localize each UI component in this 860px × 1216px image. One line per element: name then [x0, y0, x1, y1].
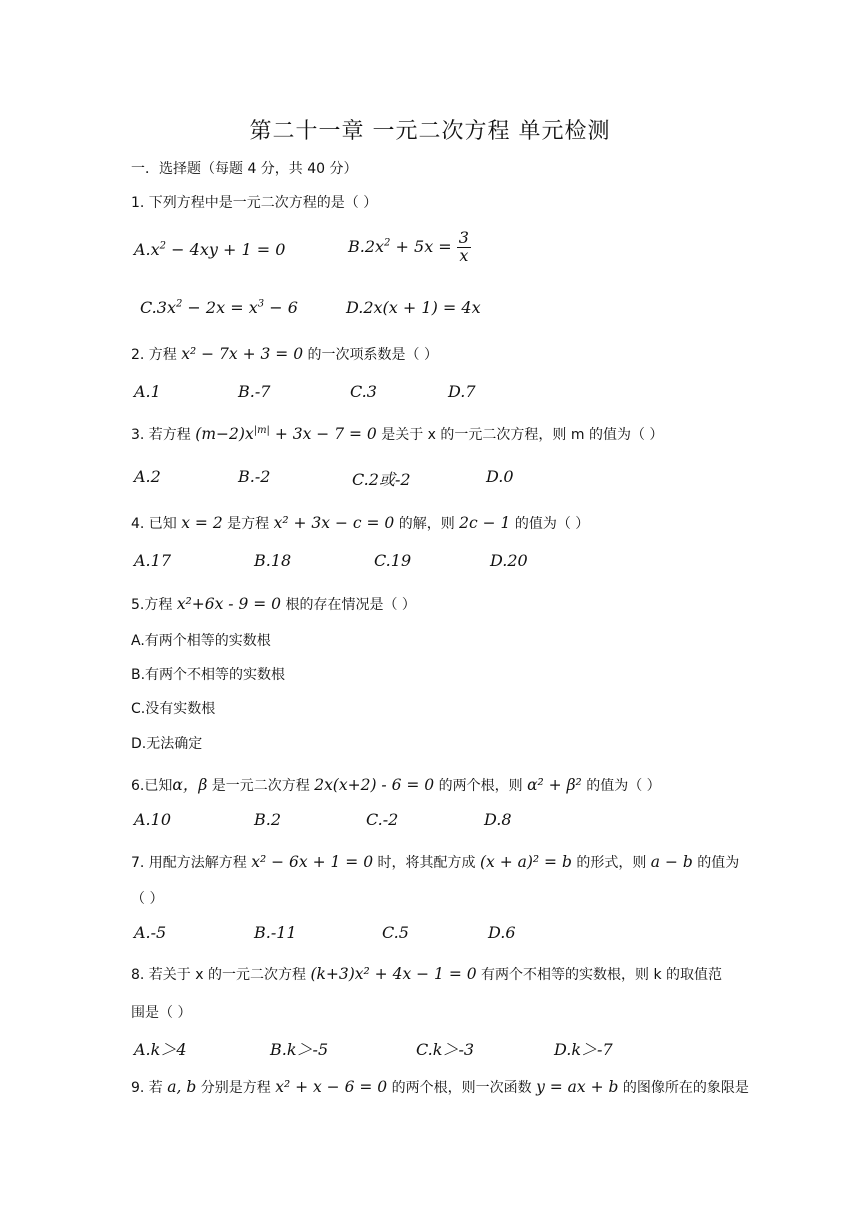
question-1-option-a: $A.x^2 - 4xy + 1 = 0$: [134, 240, 286, 259]
question-5-option-b: B.有两个不相等的实数根: [131, 667, 286, 683]
question-2-stem: 2. 方程 x² − 7x + 3 = 0 的一次项系数是（ ）: [131, 345, 438, 363]
page-title: 第二十一章 一元二次方程 单元检测: [249, 119, 611, 144]
question-3-option-c: C.2或-2: [352, 470, 411, 489]
question-1-option-d: D.2x(x + 1) = 4x: [346, 298, 481, 317]
question-9-stem: 9. 若 a, b 分别是方程 x² + x − 6 = 0 的两个根，则一次函数 y = ax + b 的图像所在的象限是: [131, 1078, 749, 1096]
question-3-option-a: A.2: [134, 467, 161, 486]
question-1-option-b: $B.2x^2 + 5x$ = $\frac{3}{x}$: [348, 228, 469, 265]
question-8-option-a: A.k＞4: [134, 1040, 187, 1059]
question-8-stem: 8. 若关于 x 的一元二次方程 (k+3)x² + 4x − 1 = 0 有两个不相等的实数根，则 k 的取值范: [131, 965, 723, 983]
question-7-option-a: A.-5: [134, 923, 167, 942]
question-7-option-b: B.-11: [254, 923, 297, 942]
question-3-option-b: B.-2: [238, 467, 271, 486]
question-2-option-a: A.1: [134, 382, 161, 401]
question-8-stem-line2: 围是（ ）: [131, 1005, 192, 1021]
question-8-option-c: C.k＞-3: [416, 1040, 475, 1059]
question-5-stem: 5.方程 x²+6x - 9 = 0 根的存在情况是（ ）: [131, 595, 416, 613]
question-5-option-d: D.无法确定: [131, 736, 203, 752]
question-7-option-c: C.5: [382, 923, 409, 942]
question-6-option-a: A.10: [134, 810, 171, 829]
question-6-option-d: D.8: [484, 810, 512, 829]
question-6-option-b: B.2: [254, 810, 282, 829]
question-1-stem: 1. 下列方程中是一元二次方程的是（ ）: [131, 195, 378, 211]
question-1-option-c: $C.3x^2 - 2x = x^3 - 6$: [140, 298, 298, 317]
question-3-option-d: D.0: [486, 467, 514, 486]
question-7-option-d: D.6: [488, 923, 516, 942]
question-4-option-b: B.18: [254, 551, 292, 570]
question-3-stem: 3. 若方程 $(m-2)x^{|m|} + 3x - 7 = 0$ 是关于 x 的一元二次方程，则 m 的值为（ ）: [131, 424, 664, 443]
question-6-option-c: C.-2: [366, 810, 399, 829]
question-7-stem-line2: （ ）: [131, 891, 164, 907]
question-2-option-c: C.3: [350, 382, 377, 401]
question-4-stem: 4. 已知 x = 2 是方程 x² + 3x − c = 0 的解，则 2c − 1 的值为（ ）: [131, 514, 590, 532]
question-5-option-c: C.没有实数根: [131, 701, 216, 717]
question-8-option-d: D.k＞-7: [554, 1040, 613, 1059]
question-4-option-d: D.20: [490, 551, 528, 570]
question-5-option-a: A.有两个相等的实数根: [131, 633, 271, 649]
question-2-option-b: B.-7: [238, 382, 271, 401]
question-8-option-b: B.k＞-5: [270, 1040, 329, 1059]
section-heading: 一．选择题（每题 4 分，共 40 分）: [131, 161, 358, 177]
question-6-stem: 6.已知α，β 是一元二次方程 2x(x+2) - 6 = 0 的两个根，则 α² + β² 的值为（ ）: [131, 776, 661, 794]
question-2-option-d: D.7: [448, 382, 476, 401]
question-7-stem: 7. 用配方法解方程 x² − 6x + 1 = 0 时，将其配方成 (x + a)² = b 的形式，则 a − b 的值为: [131, 853, 740, 871]
question-4-option-c: C.19: [374, 551, 412, 570]
fraction-3-over-x: $\frac{3}{x}$: [458, 228, 469, 265]
question-4-option-a: A.17: [134, 551, 171, 570]
